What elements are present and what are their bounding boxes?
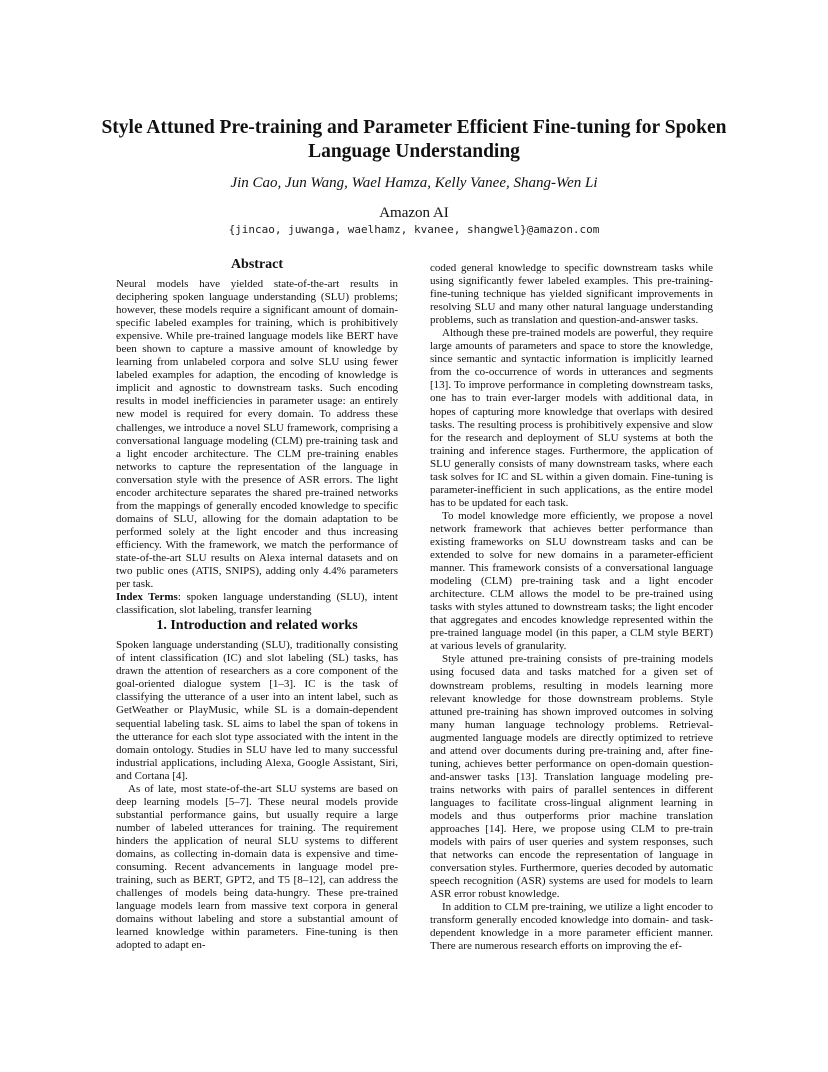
intro-heading: 1. Introduction and related works: [156, 618, 358, 634]
intro-paragraph-2: As of late, most state-of-the-art SLU systems are based on deep learning models [5–7]. These neural models provide substantial performance gains, but usually require a large number of labeled utterances for training. The requirement hinders the application of neural SLU systems to different domains, as collecting in-domain data is expensive and time-consuming. Recent advancements in language model pre-training, such as BERT, GPT2, and T5 [8–12], can address the challenges of models being data-hungry. These pre-trained language models learn from massive text corpora in general domains without labeling and store a substantial amount of learned knowledge within parameters. Fine-tuning is then adopted to adapt en-: [116, 782, 398, 952]
index-terms: [116, 591, 398, 617]
intro-paragraph-1: Spoken language understanding (SLU), traditionally consisting of intent classification (IC) and slot labeling (SL) tasks, has drawn the attention of researchers as a core component of the goal-oriented dialogue system [1–3]. IC is the task of classifying the utterance of a user into an intent label, such as GetWeather or PlayMusic, while SL is a domain-dependent sequential labeling task. SL aims to label the span of tokens in the utterance for each slot type associated with the intent in the domain ontology. Studies in SLU have led to many successful industrial applications, including Alexa, Google Assistant, Siri, and Cortana [4].: [116, 639, 398, 782]
author-emails: {jincao, juwanga, waelhamz, kvanee, shangwel}@amazon.com: [228, 223, 600, 236]
author-list: Jin Cao, Jun Wang, Wael Hamza, Kelly Vanee, Shang-Wen Li: [230, 175, 598, 191]
right-paragraph-0: coded general knowledge to specific downstream tasks while using significantly fewer labeled examples. This pre-training-fine-tuning technique has yielded significant improvements in resolving SLU and many other natural language understanding problems, such as translation and question-and-answer tasks.: [430, 262, 713, 327]
paper-title: Style Attuned Pre-training and Parameter Efficient Fine-tuning for Spoken Language Understanding: [101, 117, 727, 162]
left-column: [116, 256, 398, 952]
index-terms-label: Index Terms: [116, 591, 178, 604]
right-column: [430, 262, 713, 953]
right-paragraph-4: In addition to CLM pre-training, we utilize a light encoder to transform generally encoded knowledge into domain- and task-dependent knowledge in a more parameter efficient manner. There are numerous research efforts on improving the ef-: [430, 901, 713, 953]
index-terms-text: : spoken language understanding (SLU), intent classification, slot labeling, transfer learning: [116, 591, 398, 617]
abstract-heading: Abstract: [230, 257, 284, 272]
right-paragraph-2: To model knowledge more efficiently, we propose a novel network framework that achieves better performance than existing frameworks on SLU downstream tasks and can be extended to solve for new domains in a parameter-efficient manner. This framework consists of a conversational language modeling (CLM) pre-training task and a light encoder architecture. CLM allows the model to be pre-trained using tasks with styles attuned to downstream tasks; the light encoder that aggregates and encodes knowledge represented within the pre-trained language model (in this paper, a CLM style BERT) at various levels of granularity.: [430, 509, 713, 653]
affiliation: Amazon AI: [379, 205, 449, 221]
abstract-text: Neural models have yielded state-of-the-art results in deciphering spoken language understanding (SLU) problems; however, these models require a significant amount of domain-specific labeled examples for training, which is prohibitively expensive. While pre-trained language models like BERT have been shown to capture a massive amount of knowledge by learning from unlabeled corpora and solve SLU using fewer labeled examples for adaption, the encoding of knowledge is implicit and agnostic to downstream tasks. Such encoding results in model inefficiencies in parameter usage: an entirely new model is required for every domain. To address these challenges, we introduce a novel SLU framework, comprising a conversational language modeling (CLM) pre-training task and a light encoder architecture. The CLM pre-training enables networks to capture the representation of the language in conversation style with the presence of ASR errors. The light encoder architecture separates the shared pre-trained networks from the mappings of generally encoded knowledge to specific domains of SLU, allowing for the domain adaptation to be performed solely at the light encoder and thus increasing efficiency. With the framework, we match the performance of state-of-the-art SLU results on Alexa internal datasets and on two public ones (ATIS, SNIPS), adding only 4.4% parameters per task.: [116, 278, 398, 591]
right-paragraph-3: Style attuned pre-training consists of pre-training models using focused data and tasks matched for a given set of downstream problems, resulting in models learning more relevant knowledge for those downstream problems. Style attuned pre-training has shown improved outcomes in solving many human language technology problems. Retrieval-augmented language models are directly optimized to retrieve and attend over documents during pre-training and, after fine-tuning, achieves better performance on open-domain question-and-answer tasks [13]. Translation language modeling pre-trains networks with pairs of parallel sentences in different languages to facilitate cross-lingual alignment learning in models and thus outperforms prior machine translation approaches [14]. Here, we propose using CLM to pre-train models with pairs of user queries and system responses, such that networks can encode the representation of language in conversation styles. Furthermore, queries decoded by automatic speech recognition (ASR) systems are used for models to learn ASR error robust knowledge.: [430, 653, 713, 901]
right-paragraph-1: Although these pre-trained models are powerful, they require large amounts of parameters and space to store the knowledge, since semantic and syntactic information is implicitly learned from the co-occurrence of words in utterances and segments [13]. To improve performance in completing downstream tasks, one has to train ever-larger models with additional data, in hopes of capturing more knowledge that overlaps with desired tasks. The resulting process is prohibitively expensive and slow for the research and deployment of SLU systems at both the training and inference stages. Furthermore, the application of SLU generally consists of many downstream tasks, where each task solves for IC and SL within a given domain. Fine-tuning is parameter-inefficient in such applications, as the entire model has to be updated for each task.: [430, 327, 713, 509]
